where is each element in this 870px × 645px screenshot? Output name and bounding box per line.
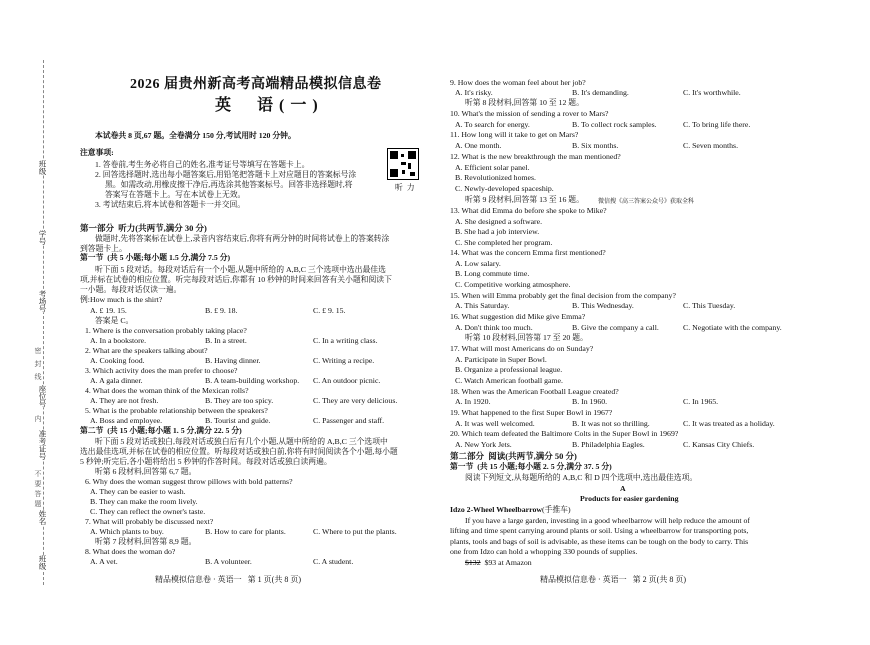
option: C. Competitive working atmosphere. xyxy=(455,280,571,289)
notice-title: 注意事项: xyxy=(80,148,114,157)
sec2-intro: 5 秒钟;听完后,各小题将给出 5 秒钟的作答时间。每段对话或独白读两遍。 xyxy=(80,457,332,466)
sec2-heading: 第二节 (共 15 小题;每小题 1. 5 分,满分 22. 5 分) xyxy=(80,426,242,435)
option: A. New York Jets. xyxy=(455,440,512,449)
option: C. They can reflect the owner's taste. xyxy=(90,507,206,516)
product-text: one from Idzo can hold a whopping 330 pounds of supplies. xyxy=(450,547,638,556)
option: B. A volunteer. xyxy=(205,557,252,566)
option: B. Long commute time. xyxy=(455,269,530,278)
question-3: 3. Which activity does the man prefer to choose? xyxy=(85,366,238,375)
option: B. Revolutionized homes. xyxy=(455,173,536,182)
option: C. Passenger and staff. xyxy=(313,416,385,425)
question-5: 5. What is the probable relationship between the speakers? xyxy=(85,406,268,415)
p2s1-heading: 第一节 (共 15 小题;每小题 2. 5 分,满分 37. 5 分) xyxy=(450,462,612,471)
sec1-intro: 一小题。每段对话仅读一遍。 xyxy=(80,285,182,294)
binding-label-ticket: 准考证号 xyxy=(34,430,46,460)
question-20: 20. Which team defeated the Baltimore Colts in the Super Bowl in 1969? xyxy=(450,429,679,438)
page-subtitle: 英 语(一) xyxy=(215,97,324,114)
material-label: 听第 9 段材料,回答第 13 至 16 题。 xyxy=(465,195,584,204)
option: C. Where to put the plants. xyxy=(313,527,397,536)
option: A. Which plants to buy. xyxy=(90,527,164,536)
example-question: 例:How much is the shirt? xyxy=(80,295,163,304)
question-9: 9. How does the woman feel about her job? xyxy=(450,78,586,87)
option: C. It's worthwhile. xyxy=(683,88,741,97)
option: B. It's demanding. xyxy=(572,88,629,97)
seal-word: 线 xyxy=(34,373,42,380)
material-label: 听第 8 段材料,回答第 10 至 12 题。 xyxy=(465,98,584,107)
notice-line: 1. 答卷前,考生务必将自己的姓名,准考证号等填写在答题卡上。 xyxy=(95,160,310,169)
option: C. It was treated as a holiday. xyxy=(683,419,775,428)
question-6: 6. Why does the woman suggest throw pillows with bold patterns? xyxy=(85,477,293,486)
option: C. Watch American football game. xyxy=(455,376,563,385)
option: B. In 1960. xyxy=(572,397,608,406)
option: A. They are not fresh. xyxy=(90,396,159,405)
option: B. She had a job interview. xyxy=(455,227,540,236)
option: B. Organize a professional league. xyxy=(455,365,563,374)
part1-intro: 到答题卡上。 xyxy=(80,244,127,253)
part2-heading: 第二部分 阅读(共两节,满分 50 分) xyxy=(450,451,577,461)
option: C. In a writing class. xyxy=(313,336,378,345)
material-label: 听第 7 段材料,回答第 8,9 题。 xyxy=(95,537,197,546)
option: A. It was well welcomed. xyxy=(455,419,535,428)
binding-label-name: 姓名 xyxy=(34,510,46,525)
option: B. How to care for plants. xyxy=(205,527,286,536)
option: A. They can be easier to wash. xyxy=(90,487,186,496)
option: A. To search for energy. xyxy=(455,120,530,129)
material-label: 听第 6 段材料,回答第 6,7 题。 xyxy=(95,467,197,476)
option: C. In 1965. xyxy=(683,397,719,406)
binding-margin xyxy=(30,60,58,585)
option: C. £ 9. 15. xyxy=(313,306,346,315)
question-18: 18. When was the American Football League created? xyxy=(450,387,619,396)
option: A. Boss and employee. xyxy=(90,416,163,425)
option: B. This Wednesday. xyxy=(572,301,634,310)
option: C. A student. xyxy=(313,557,354,566)
sec2-intro: 听下面 5 段对话或独白,每段对话或独白后有几个小题,从题中所给的 A,B,C 三个选项中 xyxy=(95,437,388,446)
option: A. A vet. xyxy=(90,557,118,566)
part1-intro: 做题时,先将答案标在试卷上,录音内容结束后,你将有两分钟的时间将试卷上的答案转涂 xyxy=(95,234,390,243)
product-price xyxy=(465,558,532,568)
p2s1-intro: 阅读下列短文,从每题所给的 A,B,C 和 D 四个选项中,选出最佳选项。 xyxy=(465,473,698,482)
option: C. Newly-developed spaceship. xyxy=(455,184,554,193)
option: B. Give the company a call. xyxy=(572,323,659,332)
question-10: 10. What's the mission of sending a rover to Mars? xyxy=(450,109,609,118)
seal-word: 封 xyxy=(34,360,42,367)
option: A. Participate in Super Bowl. xyxy=(455,355,547,364)
option: A. £ 19. 15. xyxy=(90,306,127,315)
page-footer: 精品模拟信息卷 · 英语一 第 2 页(共 8 页) xyxy=(540,575,686,584)
watermark-note: 微信搜《高三答案公众号》获取全科 xyxy=(598,199,695,205)
exam-info: 本试卷共 8 页,67 题。全卷满分 150 分,考试用时 120 分钟。 xyxy=(95,131,296,140)
question-1: 1. Where is the conversation probably taking place? xyxy=(85,326,247,335)
option: C. Writing a recipe. xyxy=(313,356,375,365)
binding-label-student-number: 学号 xyxy=(34,230,46,245)
option: B. Philadelphia Eagles. xyxy=(572,440,645,449)
seal-word: 内 xyxy=(34,415,42,422)
option: C. She completed her program. xyxy=(455,238,553,247)
option: A. In 1920. xyxy=(455,397,491,406)
seal-word: 题 xyxy=(34,500,42,507)
question-2: 2. What are the speakers talking about? xyxy=(85,346,208,355)
option: B. In a street. xyxy=(205,336,247,345)
seal-line xyxy=(43,60,44,585)
question-4: 4. What does the woman think of the Mexican rolls? xyxy=(85,386,249,395)
seal-word: 密 xyxy=(34,347,42,354)
option: A. A gala dinner. xyxy=(90,376,143,385)
option: A. It's risky. xyxy=(455,88,493,97)
notice-line: 3. 考试结束后,将本试卷和答题卡一并交回。 xyxy=(95,200,246,209)
product-text: If you have a large garden, investing in a good wheelbarrow will help reduce the amount of xyxy=(465,516,750,525)
option: C. Seven months. xyxy=(683,141,739,150)
listening-qr-code[interactable] xyxy=(387,148,419,180)
option: A. Efficient solar panel. xyxy=(455,163,530,172)
sec1-heading: 第一节 (共 5 小题;每小题 1.5 分,满分 7.5 分) xyxy=(80,253,231,262)
part1-heading: 第一部分 听力(共两节,满分 30 分) xyxy=(80,223,207,233)
option: C. This Tuesday. xyxy=(683,301,736,310)
question-11: 11. How long will it take to get on Mars? xyxy=(450,130,579,139)
notice-line: 2. 回答选择题时,选出每小题答案后,用铅笔把答题卡上对应题目的答案标号涂 xyxy=(95,170,357,179)
seal-word: 答 xyxy=(34,490,42,497)
option: A. Don't think too much. xyxy=(455,323,533,332)
option: B. To collect rock samples. xyxy=(572,120,657,129)
option: B. They can make the room lively. xyxy=(90,497,198,506)
question-15: 15. When will Emma probably get the final decision from the company? xyxy=(450,291,676,300)
passage-title: Products for easier gardening xyxy=(580,494,679,503)
sec1-intro: 听下面 5 段对话。每段对话后有一个小题,从题中所给的 A,B,C 三个选项中选出最佳选 xyxy=(95,265,386,274)
option: B. Tourist and guide. xyxy=(205,416,271,425)
option: B. Six months. xyxy=(572,141,619,150)
sec1-intro: 项,并标在试卷的相应位置。听完每段对话后,你都有 10 秒钟的时间来回答有关小题和阅读下 xyxy=(80,275,392,284)
notice-line: 答案写在答题卡上。写在本试卷上无效。 xyxy=(105,190,246,199)
binding-label-class-bottom: 班级 xyxy=(34,555,46,570)
option: B. It was not so thrilling. xyxy=(572,419,650,428)
question-7: 7. What will probably be discussed next? xyxy=(85,517,214,526)
option: A. Low salary. xyxy=(455,259,501,268)
option: A. Cooking food. xyxy=(90,356,145,365)
question-12: 12. What is the new breakthrough the man mentioned? xyxy=(450,152,621,161)
question-14: 14. What was the concern Emma first mentioned? xyxy=(450,248,606,257)
notice-line: 黑。如需改动,用橡皮擦干净后,再选涂其他答案标号。回答非选择题时,将 xyxy=(105,180,353,189)
option: C. Negotiate with the company. xyxy=(683,323,782,332)
page-title: 2026 届贵州新高考高端精品模拟信息卷 xyxy=(130,77,382,92)
option: B. £ 9. 18. xyxy=(205,306,238,315)
product-name: Idzo 2-Wheel Wheelbarrow xyxy=(450,505,542,514)
qr-label: 听 力 xyxy=(395,183,415,192)
example-answer: 答案是 C。 xyxy=(95,316,134,325)
question-8: 8. What does the woman do? xyxy=(85,547,176,556)
option: B. Having dinner. xyxy=(205,356,261,365)
page-footer: 精品模拟信息卷 · 英语一 第 1 页(共 8 页) xyxy=(155,575,301,584)
sec2-intro: 选出最佳选项,并标在试卷的相应位置。听每段对话或独白前,你将有时间阅读各个小题,每小题 xyxy=(80,447,398,456)
question-17: 17. What will most Americans do on Sunday? xyxy=(450,344,594,353)
material-label: 听第 10 段材料,回答第 17 至 20 题。 xyxy=(465,333,588,342)
product-text: lifting and time spent carrying around plants or soil. Using a wheelbarrow for transporting pots, xyxy=(450,526,749,535)
question-16: 16. What suggestion did Mike give Emma? xyxy=(450,312,586,321)
option: C. An outdoor picnic. xyxy=(313,376,381,385)
question-19: 19. What happened to the first Super Bowl in 1967? xyxy=(450,408,613,417)
option: C. Kansas City Chiefs. xyxy=(683,440,755,449)
option: B. They are too spicy. xyxy=(205,396,274,405)
old-price: $132 xyxy=(465,558,481,567)
option: C. To bring life there. xyxy=(683,120,751,129)
binding-label-class: 班级 xyxy=(34,160,46,175)
product-heading xyxy=(450,505,571,515)
option: A. She designed a software. xyxy=(455,217,543,226)
product-text: plants, tools and bags of soil is advisable, as these items can be tough on the body to carry. This xyxy=(450,537,749,546)
passage-letter: A xyxy=(620,484,626,493)
question-13: 13. What did Emma do before she spoke to Mike? xyxy=(450,206,607,215)
seal-word: 不 xyxy=(34,470,42,477)
binding-label-seat: 座位号 xyxy=(34,385,46,408)
product-name-cn: (手推车) xyxy=(541,505,571,514)
binding-label-exam-room: 考场号 xyxy=(34,290,46,313)
option: C. They are very delicious. xyxy=(313,396,398,405)
option: A. In a bookstore. xyxy=(90,336,147,345)
option: A. This Saturday. xyxy=(455,301,510,310)
seal-word: 要 xyxy=(34,480,42,487)
option: A. One month. xyxy=(455,141,502,150)
new-price: $93 at Amazon xyxy=(484,558,532,567)
option: B. A team-building workshop. xyxy=(205,376,300,385)
